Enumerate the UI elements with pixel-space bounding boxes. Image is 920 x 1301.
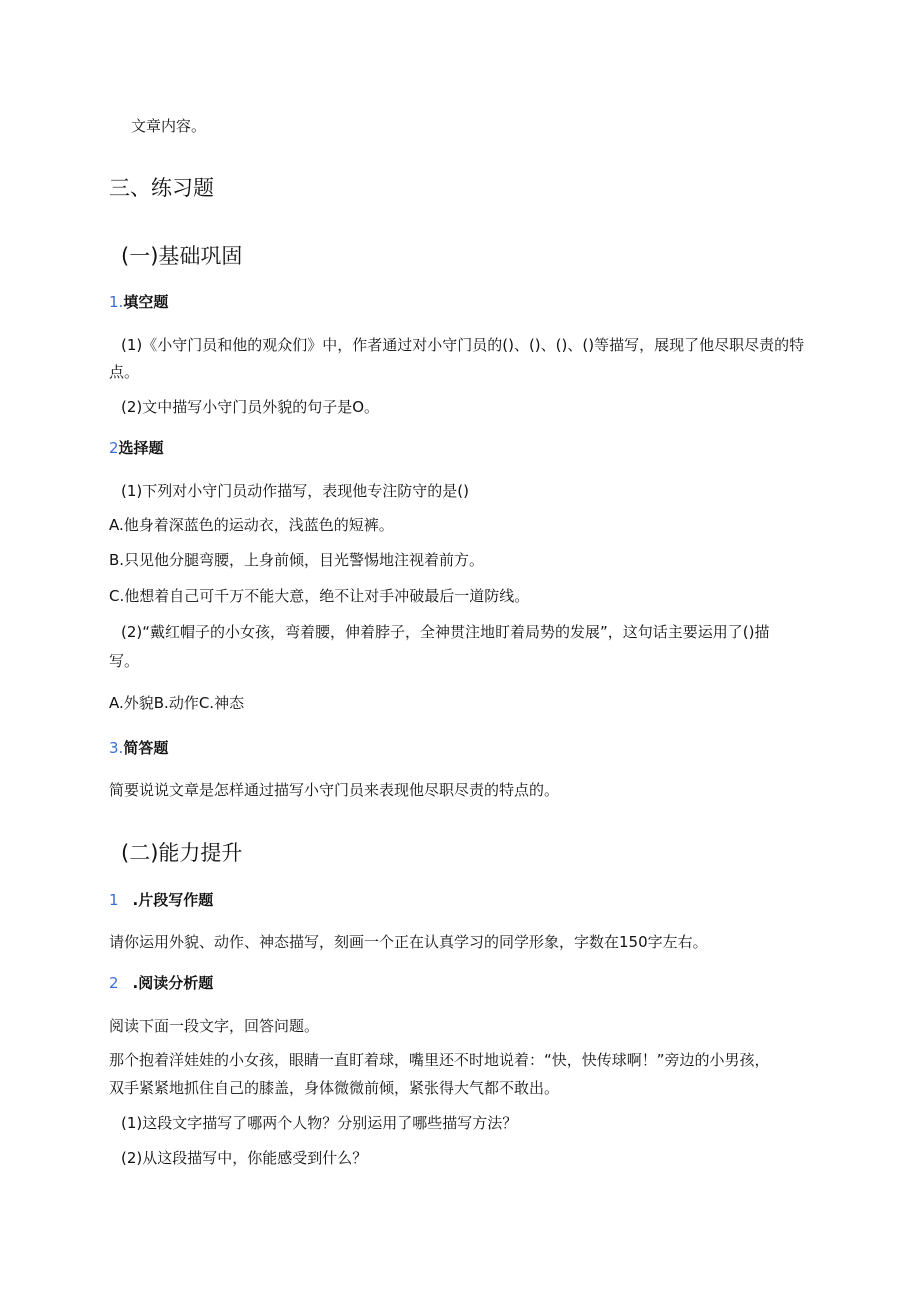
q1-p1-line2: 点。 (109, 363, 140, 381)
q2-p2-line2: 写。 (109, 652, 140, 670)
p2q1-number: 1 (109, 891, 119, 909)
q2-number: 2 (109, 439, 119, 457)
q1-heading (109, 292, 168, 312)
q1-number: 1. (109, 293, 124, 311)
p2q2-number: 2 (109, 974, 119, 992)
q3-title: 简答题 (123, 739, 169, 757)
p2q2-passage-line1: 那个抱着洋娃娃的小女孩，眼睛一直盯着球，嘴里还不时地说着：“快，快传球啊！”旁边的小男孩， (109, 1051, 770, 1069)
p2q2-p1: (1)这段文字描写了哪两个人物？分别运用了哪些描写方法？ (121, 1114, 518, 1132)
p2q2-intro: 阅读下面一段文字，回答问题。 (109, 1017, 320, 1035)
part2-title: (二)能力提升 (121, 841, 243, 865)
p2q1-heading (109, 890, 213, 910)
q3-text: 简要说说文章是怎样通过描写小守门员来表现他尽职尽责的特点的。 (109, 781, 560, 799)
q1-p2: (2)文中描写小守门员外貌的句子是O。 (121, 398, 380, 416)
q2-options: A.外貌B.动作C.神态 (109, 694, 245, 712)
q2-option-c: C.他想着自己可千万不能大意，绝不让对手冲破最后一道防线。 (109, 587, 530, 605)
p2q2-passage-line2: 双手紧紧地抓住自己的膝盖，身体微微前倾，紧张得大气都不敢出。 (109, 1079, 560, 1097)
q2-option-b: B.只见他分腿弯腰，上身前倾，目光警惕地注视着前方。 (109, 551, 485, 569)
intro-tail: 文章内容。 (131, 117, 207, 135)
q2-heading (109, 438, 164, 458)
q3-number: 3. (109, 739, 124, 757)
q2-option-a: A.他身着深蓝色的运动衣，浅蓝色的短裤。 (109, 516, 394, 534)
q2-p1: (1)下列对小守门员动作描写，表现他专注防守的是() (121, 482, 469, 500)
q2-p2-line1: (2)“戴红帽子的小女孩，弯着腰，伸着脖子，全神贯注地盯着局势的发展”，这句话主要运用了()描 (121, 623, 770, 641)
p2q2-heading (109, 973, 213, 993)
part1-title: (一)基础巩固 (121, 244, 243, 268)
q2-title: 选择题 (118, 439, 164, 457)
p2q1-text: 请你运用外貌、动作、神态描写，刻画一个正在认真学习的同学形象，字数在150字左右。 (109, 933, 708, 951)
p2q1-title: .片段写作题 (132, 891, 214, 909)
section-title: 三、练习题 (109, 176, 214, 200)
p2q2-p2: (2)从这段描写中，你能感受到什么？ (121, 1149, 368, 1167)
q1-p1-line1: (1)《小守门员和他的观众们》中，作者通过对小守门员的()、()、()、()等描写，展现了他尽职尽责的特 (121, 336, 805, 354)
p2q2-title: .阅读分析题 (132, 974, 214, 992)
q3-heading (109, 738, 168, 758)
q1-title: 填空题 (123, 293, 169, 311)
